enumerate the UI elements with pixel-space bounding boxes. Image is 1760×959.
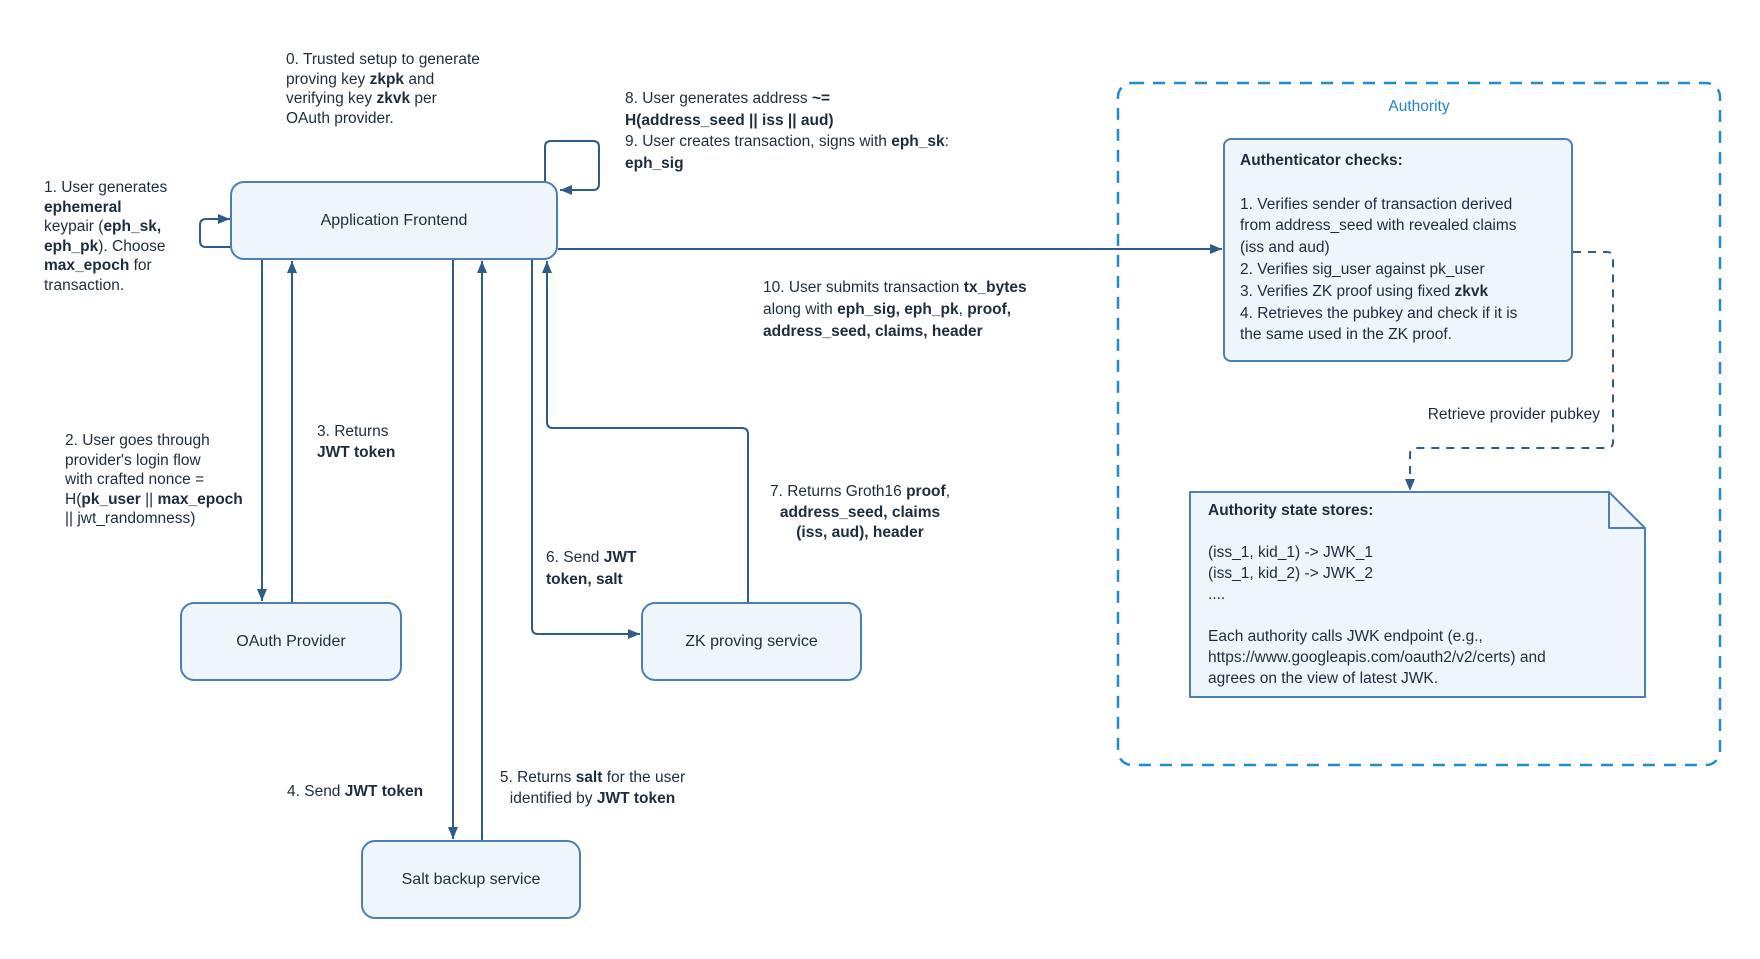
label-step-7: 7. Returns Groth16 proof, address_seed, claims (iss, aud), header (769, 483, 951, 541)
label-step-10: 10. User submits transaction tx_bytes along with eph_sig, eph_pk, proof, address_seed, claims, header (763, 279, 1027, 340)
oauth-provider-label: OAuth Provider (236, 632, 346, 650)
oauth-provider-box (180, 602, 402, 681)
application-frontend-label: Application Frontend (320, 211, 468, 229)
label-step-8-9: 8. User generates address ~= H(address_seed || iss || aud) 9. User creates transaction, signs with eph_sk: eph_sig (625, 90, 949, 172)
connector-self-loop-transaction (545, 141, 599, 190)
zk-proving-service-box (641, 602, 862, 681)
authority-group-label: Authority (1388, 98, 1450, 115)
salt-backup-service-label: Salt backup service (401, 870, 541, 888)
label-step-5: 5. Returns salt for the user identified by JWT token (499, 769, 686, 807)
application-frontend-box (230, 181, 558, 260)
label-step-1: 1. User generates ephemeral keypair (eph_sk, eph_pk). Choose max_epoch for transaction. (44, 179, 168, 294)
label-step-4: 4. Send JWT token (287, 783, 424, 800)
label-step-3: 3. Returns JWT token (317, 423, 396, 461)
label-step-6: 6. Send JWT token, salt (546, 549, 637, 588)
label-step-0: 0. Trusted setup to generate proving key zkpk and verifying key zkvk per OAuth provider. (286, 51, 480, 127)
label-authenticator-text: Authenticator checks: 1. Verifies sender of transaction derived from address_seed with revealed claims (iss and aud) 2. Verifies sig_user against pk_user 3. Verifies ZK proof using fixed zkvk 4. Retrieves the pubkey and check if it is the same used in the ZK proof. (1240, 152, 1518, 344)
label-retrieve-pubkey: Retrieve provider pubkey (1427, 406, 1600, 423)
salt-backup-service-box (361, 840, 581, 919)
label-step-2: 2. User goes through provider's login flow with crafted nonce = H(pk_user || max_epoch || jwt_randomness) (65, 432, 243, 527)
zk-proving-service-label: ZK proving service (685, 632, 818, 650)
label-note-text: Authority state stores: (iss_1, kid_1) -> JWK_1 (iss_1, kid_2) -> JWK_2 .... Each authority calls JWK endpoint (e.g., https://www.googleapis.com/oauth2/v2/certs) and agrees on the view of latest JWK. (1208, 502, 1546, 687)
